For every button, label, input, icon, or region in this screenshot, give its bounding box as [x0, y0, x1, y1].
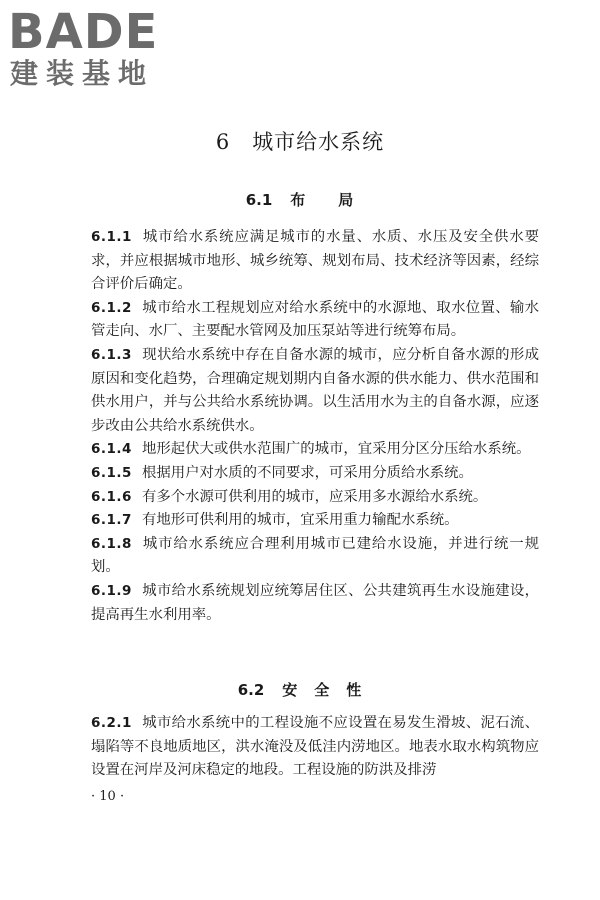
clause-number: 6.1.2	[91, 299, 132, 316]
clause-text: 现状给水系统中存在自备水源的城市，应分析自备水源的形成原因和变化趋势，合理确定规划期内自备水源的供水能力、供水范围和供水用户，并与公共给水系统协调。以生活用水为主的自备水源，应逐步改由公共给水系统供水。	[91, 346, 539, 434]
clause-number: 6.1.6	[91, 488, 132, 505]
clause-6-1-7	[91, 509, 539, 533]
page-number: · 10 ·	[91, 789, 125, 804]
chapter-name: 城市给水系统	[252, 130, 385, 154]
clause-number: 6.1.4	[91, 441, 132, 458]
section-name: 安 全 性	[282, 681, 363, 699]
section-title-6-1	[0, 190, 600, 210]
clause-number: 6.1.7	[91, 512, 132, 529]
section-title-6-2	[0, 680, 600, 700]
clause-number: 6.1.5	[91, 464, 132, 481]
logo-wordmark: BADE	[8, 4, 159, 60]
logo-chinese-text: 建装基地	[10, 57, 155, 90]
section-body-6-2	[91, 712, 539, 783]
chapter-number: 6	[215, 130, 231, 154]
clause-6-1-1	[91, 226, 539, 297]
clause-6-1-5	[91, 462, 539, 486]
section-body-6-1	[91, 226, 539, 627]
clause-text: 城市给水工程规划应对给水系统中的水源地、取水位置、输水管走向、水厂、主要配水管网及加压泵站等进行统筹布局。	[91, 299, 539, 340]
section-number: 6.2	[237, 681, 265, 699]
clause-text: 有多个水源可供利用的城市，应采用多水源给水系统。	[141, 488, 488, 505]
clause-6-1-3	[91, 344, 539, 438]
clause-6-1-2	[91, 297, 539, 344]
clause-number: 6.1.3	[91, 346, 132, 363]
clause-text: 城市给水系统规划应统筹居住区、公共建筑再生水设施建设，提高再生水利用率。	[91, 582, 539, 623]
clause-text: 城市给水系统应满足城市的水量、水质、水压及安全供水要求，并应根据城市地形、城乡统筹、规划布局、技术经济等因素，经综合评价后确定。	[91, 229, 539, 293]
clause-text: 有地形可供利用的城市，宜采用重力输配水系统。	[141, 512, 459, 529]
clause-text: 城市给水系统中的工程设施不应设置在易发生滑坡、泥石流、塌陷等不良地质地区，洪水淹没及低洼内涝地区。地表水取水构筑物应设置在河岸及河床稳定的地段。工程设施的防洪及排涝	[91, 715, 539, 779]
clause-number: 6.1.8	[91, 535, 132, 552]
chapter-title	[0, 128, 600, 156]
clause-6-1-6	[91, 486, 539, 510]
clause-text: 城市给水系统应合理利用城市已建给水设施，并进行统一规划。	[91, 535, 539, 576]
clause-6-2-1	[91, 712, 539, 783]
publisher-logo	[8, 6, 176, 90]
clause-number: 6.1.9	[91, 582, 132, 599]
section-name: 布 局	[290, 191, 355, 209]
clause-text: 地形起伏大或供水范围广的城市，宜采用分区分压给水系统。	[141, 441, 531, 458]
clause-text: 根据用户对水质的不同要求，可采用分质给水系统。	[141, 464, 473, 481]
clause-number: 6.2.1	[91, 715, 132, 731]
section-number: 6.1	[245, 191, 273, 209]
clause-6-1-4	[91, 438, 539, 462]
clause-6-1-9	[91, 580, 539, 627]
clause-6-1-8	[91, 533, 539, 580]
clause-number: 6.1.1	[91, 229, 132, 245]
